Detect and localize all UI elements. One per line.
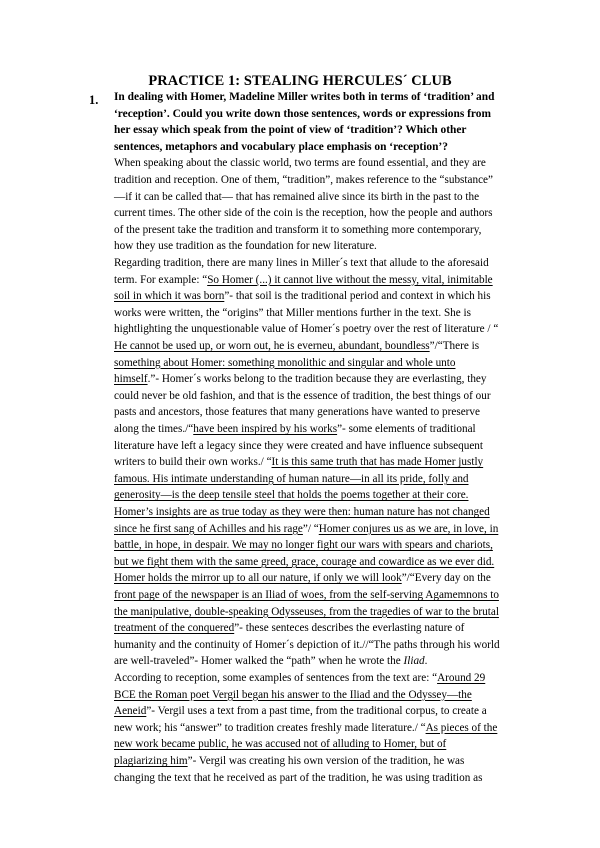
quoted-excerpt: BCE the Roman poet Vergil began his answer to the Iliad and the Odyssey—the (114, 688, 472, 701)
quoted-excerpt: front page of the newspaper is an Iliad of woes, from the self-serving Agamemnons to (114, 589, 499, 601)
quoted-excerpt: Homer conjures us as we are, in love, in (318, 522, 499, 535)
body-line (114, 720, 497, 737)
quoted-excerpt: soil in which it was born (114, 290, 225, 303)
body-line (114, 504, 490, 521)
body-line (114, 620, 464, 637)
quoted-excerpt: something about Homer: something monolithic and singular and whole unto (114, 356, 456, 369)
body-text: . (424, 655, 428, 668)
quoted-excerpt: since he first sang of Achilles and his rage (114, 522, 303, 535)
body-line: Regarding tradition, there are many lines in Miller´s text that allude to the aforesaid (114, 257, 489, 269)
quoted-excerpt: He cannot be used up, or worn out, he is everneu, abundant, boundless (114, 340, 430, 352)
quoted-excerpt: Aeneid (114, 705, 147, 718)
body-line (114, 687, 472, 704)
body-line: humanity and the continuity of Homer´s depiction of it.//“The paths through his world (114, 638, 500, 651)
body-line (114, 587, 499, 604)
body-line (114, 753, 464, 770)
body-line (114, 272, 493, 289)
body-line (114, 471, 469, 488)
quoted-excerpt: but we fight them with the same greed, grace, courage and cowardice as we ever did. (114, 555, 495, 568)
body-text: ”/ “ (302, 522, 319, 535)
quoted-excerpt: Homer’s insights are as true today as they were then: human nature has not changed (114, 506, 490, 518)
quoted-excerpt: Around 29 (437, 672, 486, 684)
body-line: of the present take the tradition and transform it to something more contemporary, (114, 223, 482, 236)
body-line: works were written, the “origins” that Miller mentions further in the text. She is (114, 306, 471, 319)
body-line: could never be old fashion, and that is the essence of tradition, the best things of our (114, 389, 491, 402)
body-line: changing the text that he received as part of the tradition, he was using tradition as (114, 771, 483, 784)
quoted-excerpt: As pieces of the (425, 721, 498, 734)
quoted-excerpt: famous. His intimate understanding of human nature—in all its pride, folly and (114, 472, 469, 485)
body-line (114, 521, 498, 538)
body-line (114, 371, 487, 388)
quoted-excerpt: Homer holds the mirror up to all our nature, if only we will look (114, 572, 402, 585)
body-line: —if it can be called that— that has remained alive since its birth in the past to the (114, 190, 480, 203)
body-line (114, 554, 494, 571)
body-text: ”- these senteces describes the everlasting nature of (234, 622, 465, 635)
body-line (114, 454, 483, 471)
quoted-excerpt: himself (114, 373, 148, 386)
quoted-excerpt: the manipulative, double-speaking Odysseuses, from the tragedies of war to the brutal (114, 605, 499, 618)
quoted-excerpt: new work became public, he was accused not of alluding to Homer, but of (114, 738, 447, 751)
body-text: ”- some elements of traditional (337, 423, 476, 435)
body-text: ”/“Every day on the (401, 572, 491, 585)
body-text: ”- that soil is the traditional period and context in which his (224, 290, 491, 303)
body-text: According to reception, some examples of sentences from the text are: “ (114, 672, 438, 684)
body-line (114, 604, 499, 621)
body-line: how they use tradition as the foundation for new literature. (114, 240, 377, 253)
body-line (114, 355, 455, 372)
body-text: ”- Vergil uses a text from a past time, from the traditional corpus, to create a (146, 705, 487, 718)
body-line: tradition and reception. One of them, “tradition”, makes reference to the “substance” (114, 174, 493, 186)
question-number: 1. (89, 93, 99, 107)
body-text: are well-traveled”- Homer walked the “path” when he wrote the (114, 655, 404, 668)
quoted-excerpt: plagiarizing him (114, 755, 188, 767)
question-line: In dealing with Homer, Madeline Miller writes both in terms of ‘tradition’ and (114, 91, 495, 103)
body-line: literature have left a legacy since they were created and have influence subsequent (114, 439, 484, 452)
body-line (114, 670, 485, 687)
body-text: new work; his “answer” to tradition creates freshly made literature./ “ (114, 721, 426, 734)
body-text: ”- Vergil was creating his own version of the tradition, he was (187, 755, 465, 767)
italic-title: Iliad (403, 655, 425, 668)
body-line: pasts and ancestors, those features that many generations have wanted to preserve (114, 406, 480, 419)
body-line: hightlighting the unquestionable value of Homer´s poetry over the rest of literature / “ (114, 323, 499, 336)
body-line (114, 703, 487, 720)
quoted-excerpt: treatment of the conquered (114, 622, 235, 635)
quoted-excerpt: generosity—is the deep tensile steel that holds the poems together at their core. (114, 489, 469, 502)
quoted-excerpt: battle, in hope, in despair. We may no longer fight our wars with spears and chariots, (114, 539, 493, 552)
body-text: writers to build their own works./ “ (114, 456, 272, 469)
body-text: ”/“There is (429, 340, 480, 352)
quoted-excerpt: So Homer (...) it cannot live without the messy, vital, inimitable (207, 273, 493, 286)
quoted-excerpt: have been inspired by his works (193, 423, 338, 435)
quoted-excerpt: It is this same truth that has made Homer justly (271, 456, 484, 469)
body-line (114, 653, 427, 670)
body-line (114, 338, 479, 355)
body-line (114, 736, 446, 753)
body-text: term. For example: “ (114, 273, 208, 286)
body-line (114, 421, 476, 438)
body-text: along the times./“ (114, 423, 194, 435)
question-line: her essay which speak from the point of view of ‘tradition’? Which other (114, 124, 467, 137)
question-line: ‘reception’. Could you write down those sentences, words or expressions from (114, 107, 491, 120)
body-line (114, 570, 491, 587)
question-line: sentences, metaphors and vocabulary place emphasis on ‘reception’? (114, 140, 448, 153)
body-line: current times. The other side of the coin is the reception, how the people and authors (114, 207, 493, 220)
body-line (114, 537, 493, 554)
page-title: PRACTICE 1: STEALING HERCULES´ CLUB (148, 73, 452, 89)
body-line: When speaking about the classic world, two terms are found essential, and they are (114, 157, 486, 170)
body-line (114, 288, 491, 305)
body-text: .”- Homer´s works belong to the tradition because they are everlasting, they (147, 373, 487, 386)
body-line (114, 487, 468, 504)
